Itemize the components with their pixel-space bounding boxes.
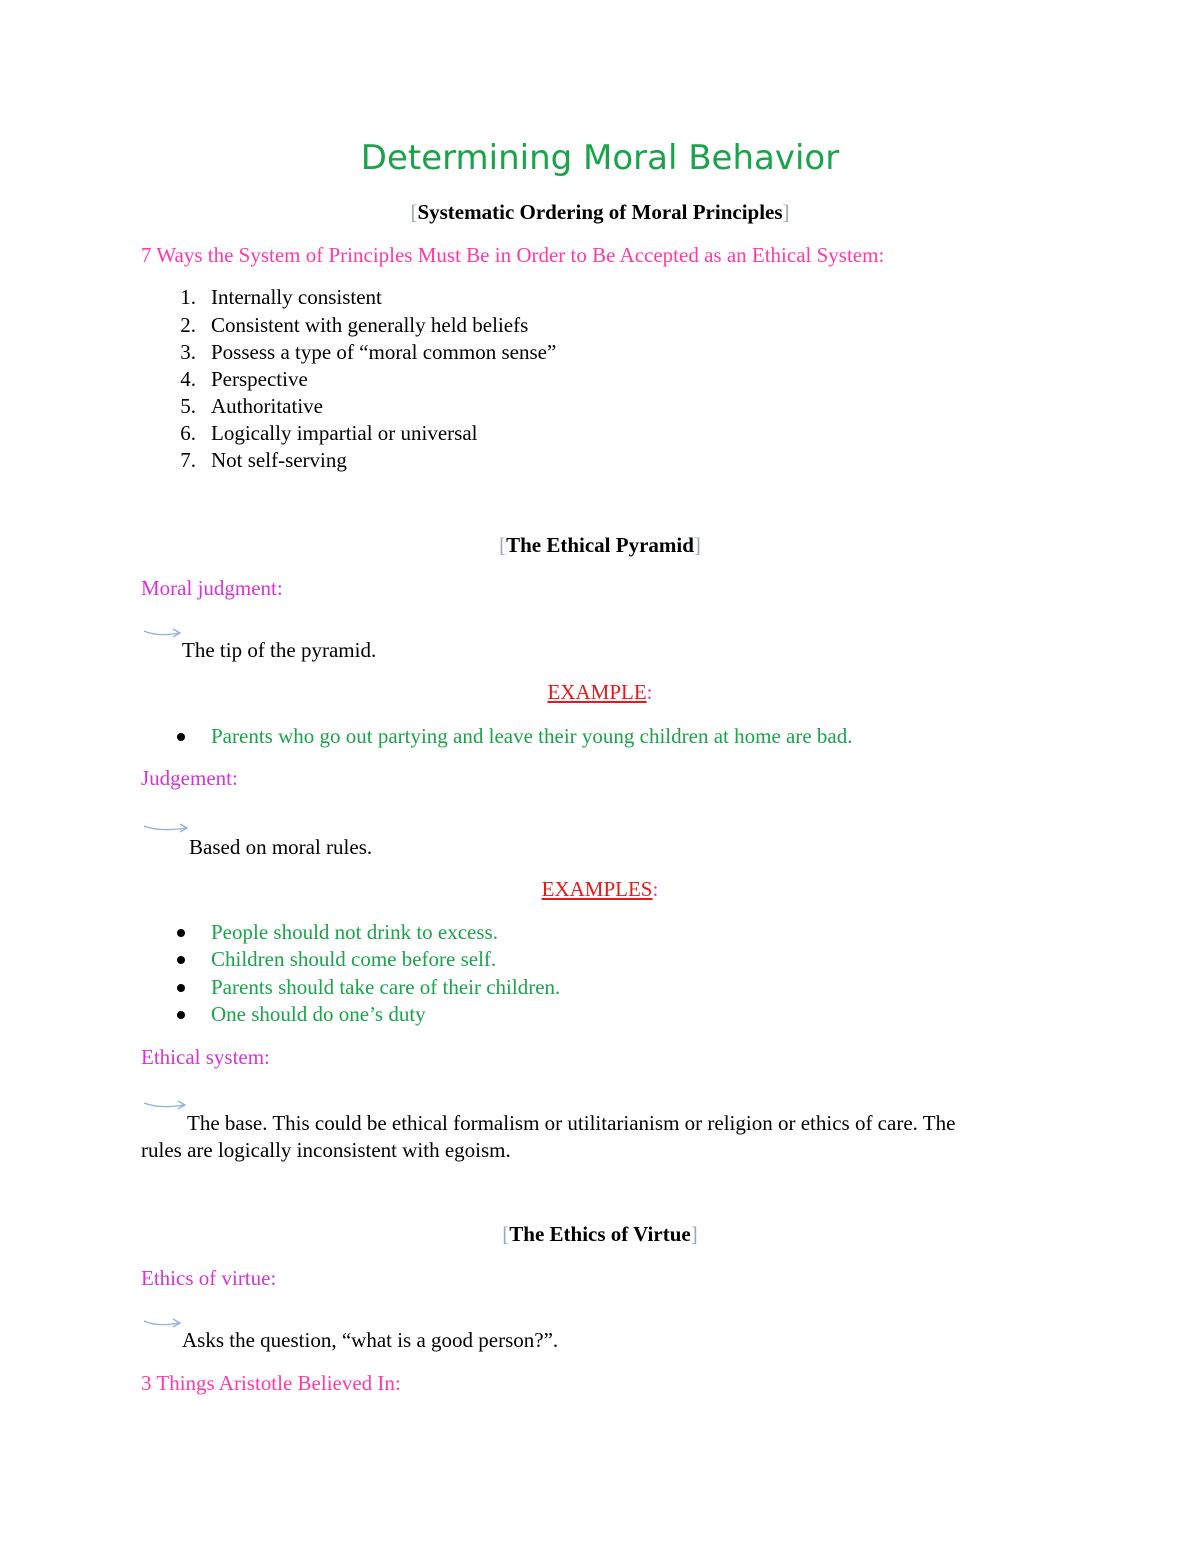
close-bracket: ] (690, 1222, 698, 1246)
ethics-of-virtue-text: Asks the question, “what is a good person?”. (182, 1328, 559, 1352)
bullet-icon (177, 733, 185, 741)
list-item: Authoritative (211, 394, 323, 418)
section-heading-text: The Ethics of Virtue (509, 1222, 691, 1246)
ethical-system-text-line2: rules are logically inconsistent with egoism. (141, 1138, 511, 1162)
section-heading-ethical-pyramid (0, 533, 1200, 558)
section-heading-text: The Ethical Pyramid (506, 533, 694, 557)
examples-heading (0, 877, 1200, 902)
example-label: EXAMPLES (541, 877, 653, 901)
list-number: 3. (180, 340, 196, 364)
moral-judgment-label: Moral judgment: (141, 576, 283, 600)
list-number: 1. (180, 285, 196, 309)
list-number: 6. (180, 421, 196, 445)
aristotle-heading: 3 Things Aristotle Believed In: (141, 1371, 401, 1395)
list-item: One should do one’s duty (211, 1002, 426, 1026)
moral-judgment-text: The tip of the pyramid. (182, 638, 377, 662)
open-bracket: [ (502, 1222, 510, 1246)
page-title: Determining Moral Behavior (360, 138, 840, 178)
judgement-label: Judgement: (141, 766, 238, 790)
open-bracket: [ (499, 533, 507, 557)
section-heading-text: Systematic Ordering of Moral Principles (417, 200, 783, 224)
list-item: People should not drink to excess. (211, 920, 498, 944)
list-number: 5. (180, 394, 196, 418)
judgement-text: Based on moral rules. (189, 835, 373, 859)
arrow-right-icon (143, 1316, 183, 1330)
arrow-right-icon (143, 821, 191, 835)
list-item: Internally consistent (211, 285, 382, 309)
example-colon: : (646, 680, 653, 704)
close-bracket: ] (693, 533, 701, 557)
ethics-of-virtue-label: Ethics of virtue: (141, 1266, 277, 1290)
list-item: Logically impartial or universal (211, 421, 478, 445)
bullet-icon (177, 929, 185, 937)
list-item: Parents who go out partying and leave their young children at home are bad. (211, 724, 853, 748)
section-heading-ethics-of-virtue (0, 1222, 1200, 1247)
list-item: Consistent with generally held beliefs (211, 313, 529, 337)
list-item: Not self-serving (211, 448, 347, 472)
example-colon: : (652, 877, 659, 901)
list-number: 2. (180, 313, 196, 337)
ethical-system-label: Ethical system: (141, 1045, 270, 1069)
example-label: EXAMPLE (547, 680, 647, 704)
principles-intro: 7 Ways the System of Principles Must Be in Order to Be Accepted as an Ethical System: (141, 243, 885, 267)
arrow-right-icon (143, 626, 183, 640)
close-bracket: ] (782, 200, 790, 224)
section-heading-systematic-ordering (0, 200, 1200, 225)
ethical-system-text-line1: The base. This could be ethical formalism or utilitarianism or religion or ethics of care. The (187, 1111, 956, 1135)
list-item: Children should come before self. (211, 947, 497, 971)
bullet-icon (177, 984, 185, 992)
bullet-icon (177, 956, 185, 964)
example-heading (0, 680, 1200, 705)
bullet-icon (177, 1011, 185, 1019)
list-item: Parents should take care of their children. (211, 975, 561, 999)
list-item: Possess a type of “moral common sense” (211, 340, 557, 364)
arrow-right-icon (143, 1098, 189, 1112)
open-bracket: [ (410, 200, 418, 224)
list-number: 4. (180, 367, 196, 391)
list-number: 7. (180, 448, 196, 472)
list-item: Perspective (211, 367, 308, 391)
